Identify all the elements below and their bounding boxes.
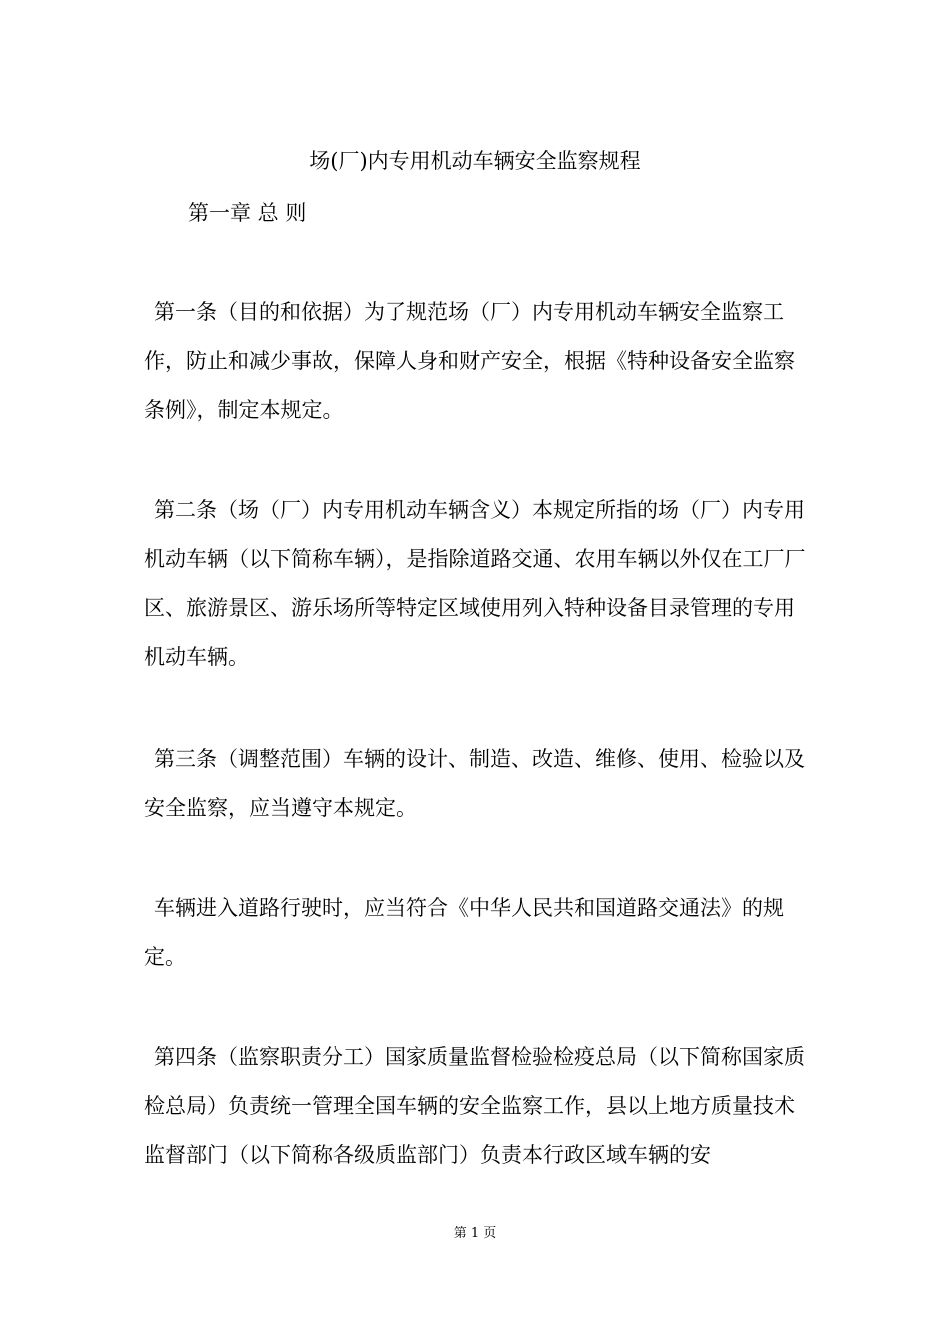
article-paragraph: 第二条（场（厂）内专用机动车辆含义）本规定所指的场（厂）内专用机动车辆（以下简称车辆），是指除道路交通、农用车辆以外仅在工厂厂区、旅游景区、游乐场所等特定区域使用列入特种设备目录管理的专用机动车辆。 bbox=[144, 498, 806, 669]
document-title: 场(厂)内专用机动车辆安全监察规程 bbox=[309, 149, 641, 173]
page-number-footer: 第 1 页 bbox=[453, 1226, 497, 1241]
article-paragraph: 第四条（监察职责分工）国家质量监督检验检疫总局（以下简称国家质检总局）负责统一管理全国车辆的安全监察工作，县以上地方质量技术监督部门（以下简称各级质监部门）负责本行政区域车辆的安 bbox=[144, 1045, 805, 1167]
article-paragraph: 车辆进入道路行驶时，应当符合《中华人民共和国道路交通法》的规定。 bbox=[144, 896, 784, 969]
chapter-heading: 第一章 总 则 bbox=[188, 201, 307, 225]
article-paragraph: 第三条（调整范围）车辆的设计、制造、改造、维修、使用、检验以及安全监察，应当遵守本规定。 bbox=[144, 747, 805, 820]
article-paragraph: 第一条（目的和依据）为了规范场（厂）内专用机动车辆安全监察工作，防止和减少事故，保障人身和财产安全，根据《特种设备安全监察条例》，制定本规定。 bbox=[144, 300, 795, 422]
